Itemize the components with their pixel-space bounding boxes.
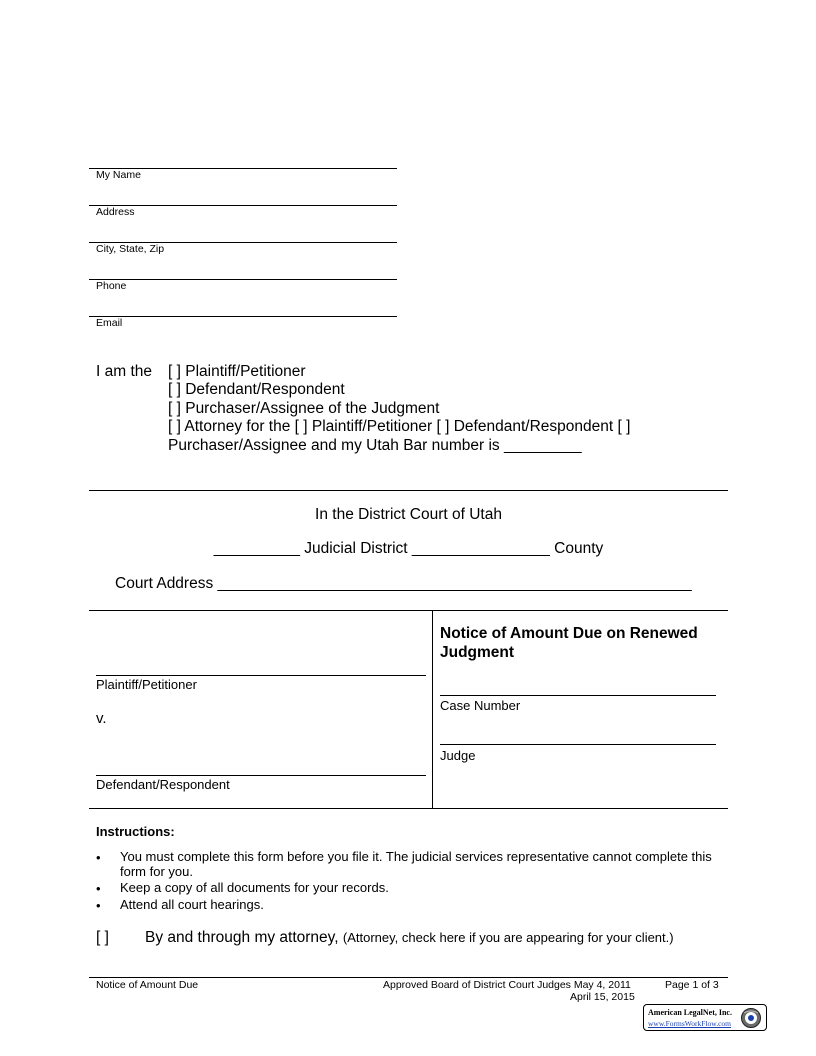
role-attorney-bar-number[interactable]: Purchaser/Assignee and my Utah Bar number is _________	[168, 437, 582, 454]
document-title: Notice of Amount Due on Renewed Judgment	[440, 625, 698, 661]
email-label: Email	[96, 317, 123, 329]
plaintiff-name-line[interactable]	[96, 675, 426, 676]
phone-line[interactable]	[89, 279, 397, 280]
caption-bottom-border	[89, 808, 728, 809]
address-label: Address	[96, 206, 135, 218]
phone-label: Phone	[96, 280, 127, 292]
instructions-heading: Instructions:	[96, 824, 175, 839]
footer-approved: Approved Board of District Court Judges May 4, 2011	[383, 979, 631, 991]
caption-top-border	[89, 610, 728, 611]
bullet-icon: •	[96, 850, 101, 865]
case-number-line[interactable]	[440, 695, 716, 696]
instruction-item: Keep a copy of all documents for your records.	[120, 880, 389, 895]
defendant-name-line[interactable]	[96, 775, 426, 776]
role-defendant-option[interactable]: [ ] Defendant/Respondent	[168, 381, 345, 398]
role-intro: I am the	[96, 363, 152, 380]
header-divider	[89, 490, 728, 491]
bullet-icon: •	[96, 881, 101, 896]
attorney-note: (Attorney, check here if you are appearing for your client.)	[342, 930, 674, 945]
judge-label: Judge	[440, 748, 476, 763]
role-purchaser-option[interactable]: [ ] Purchaser/Assignee of the Judgment	[168, 400, 440, 417]
attorney-text: By and through my attorney,	[145, 929, 339, 946]
caption-divider	[432, 610, 433, 808]
defendant-label: Defendant/Respondent	[96, 777, 230, 792]
logo-website-link[interactable]: www.FormsWorkFlow.com	[648, 1019, 732, 1028]
plaintiff-label: Plaintiff/Petitioner	[96, 677, 197, 692]
globe-icon	[740, 1007, 762, 1029]
attorney-checkbox[interactable]: [ ]	[96, 929, 109, 946]
footer-revised: April 15, 2015	[570, 991, 635, 1003]
my-name-label: My Name	[96, 169, 141, 181]
court-address-line[interactable]: Court Address _______________________________________________________	[115, 575, 692, 592]
logo-company-name: American LegalNet, Inc.	[648, 1008, 732, 1017]
email-line[interactable]	[89, 316, 397, 317]
versus-label: v.	[96, 710, 107, 727]
city-state-zip-label: City, State, Zip	[96, 243, 165, 255]
footer-page-number: Page 1 of 3	[665, 979, 719, 991]
instruction-item: Attend all court hearings.	[120, 897, 264, 912]
american-legalnet-logo[interactable]	[643, 1004, 767, 1031]
footer-divider	[89, 977, 728, 978]
case-number-label: Case Number	[440, 698, 521, 713]
role-plaintiff-option[interactable]: [ ] Plaintiff/Petitioner	[168, 363, 306, 380]
footer-form-name: Notice of Amount Due	[96, 979, 199, 991]
address-line[interactable]	[89, 205, 397, 206]
court-title: In the District Court of Utah	[315, 506, 502, 523]
judge-line[interactable]	[440, 744, 716, 745]
attorney-statement	[145, 929, 674, 947]
instruction-item: You must complete this form before you file it. The judicial services representative cannot complete this form for you.	[120, 849, 712, 879]
role-attorney-option[interactable]: [ ] Attorney for the [ ] Plaintiff/Petitioner [ ] Defendant/Respondent [ ]	[168, 418, 631, 435]
district-county-line[interactable]: __________ Judicial District ________________ County	[213, 540, 604, 557]
bullet-icon: •	[96, 898, 101, 913]
